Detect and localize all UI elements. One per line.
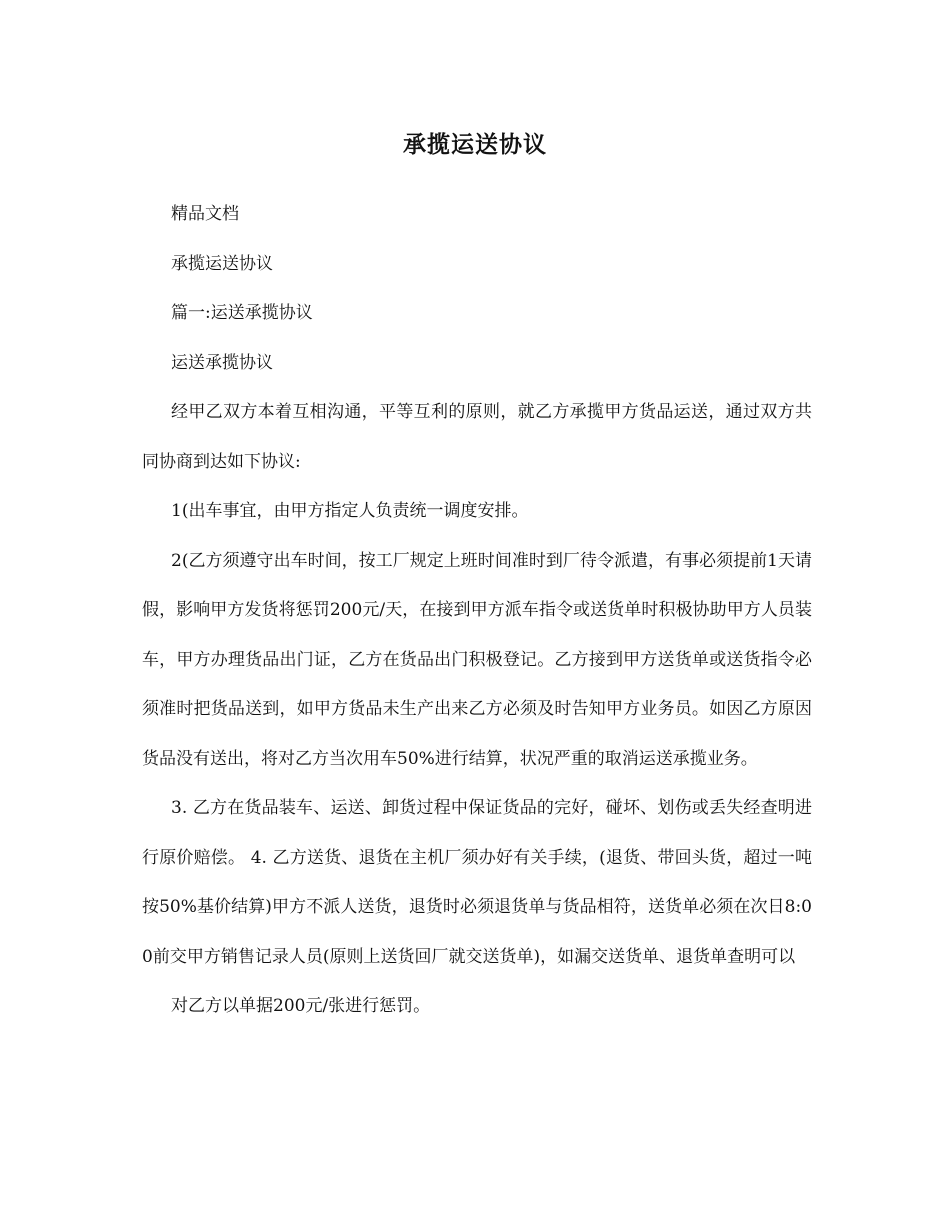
paragraph-subtitle: 承揽运送协议 bbox=[171, 253, 273, 274]
document-body bbox=[142, 190, 812, 1032]
paragraph-agreement-name: 运送承揽协议 bbox=[171, 352, 273, 373]
paragraph-clause-3-4: 3. 乙方在货品装车、运送、卸货过程中保证货品的完好，碰坏、划伤或丢失经查明进行原价赔偿。 4. 乙方送货、退货在主机厂须办好有关手续，(退货、带回头货，超过一吨按50%基价结算)甲方不派人送货，退货时必须退货单与货品相符，送货单必须在次日8:00前交甲方销售记录人员(原则上送货回厂就交送货单)，如漏交送货单、退货单查明可以 bbox=[142, 798, 812, 967]
paragraph-clause-1: 1(出车事宜，由甲方指定人负责统一调度安排。 bbox=[171, 501, 529, 521]
paragraph-preamble: 经甲乙双方本着互相沟通，平等互利的原则，就乙方承揽甲方货品运送，通过双方共同协商到达如下协议: bbox=[142, 402, 812, 472]
paragraph-penalty: 对乙方以单据200元/张进行惩罚。 bbox=[171, 996, 431, 1016]
document-title: 承揽运送协议 bbox=[403, 131, 547, 158]
paragraph-chapter-heading: 篇一:运送承揽协议 bbox=[171, 303, 313, 323]
paragraph-clause-2: 2(乙方须遵守出车时间，按工厂规定上班时间准时到厂待令派遣，有事必须提前1天请假，影响甲方发货将惩罚200元/天，在接到甲方派车指令或送货单时积极协助甲方人员装车，甲方办理货品出门证，乙方在货品出门积极登记。乙方接到甲方送货单或送货指令必须准时把货品送到，如甲方货品未生产出来乙方必须及时告知甲方业务员。如因乙方原因货品没有送出，将对乙方当次用车50%进行结算，状况严重的取消运送承揽业务。 bbox=[142, 550, 812, 769]
paragraph-header-note: 精品文档 bbox=[171, 204, 239, 224]
